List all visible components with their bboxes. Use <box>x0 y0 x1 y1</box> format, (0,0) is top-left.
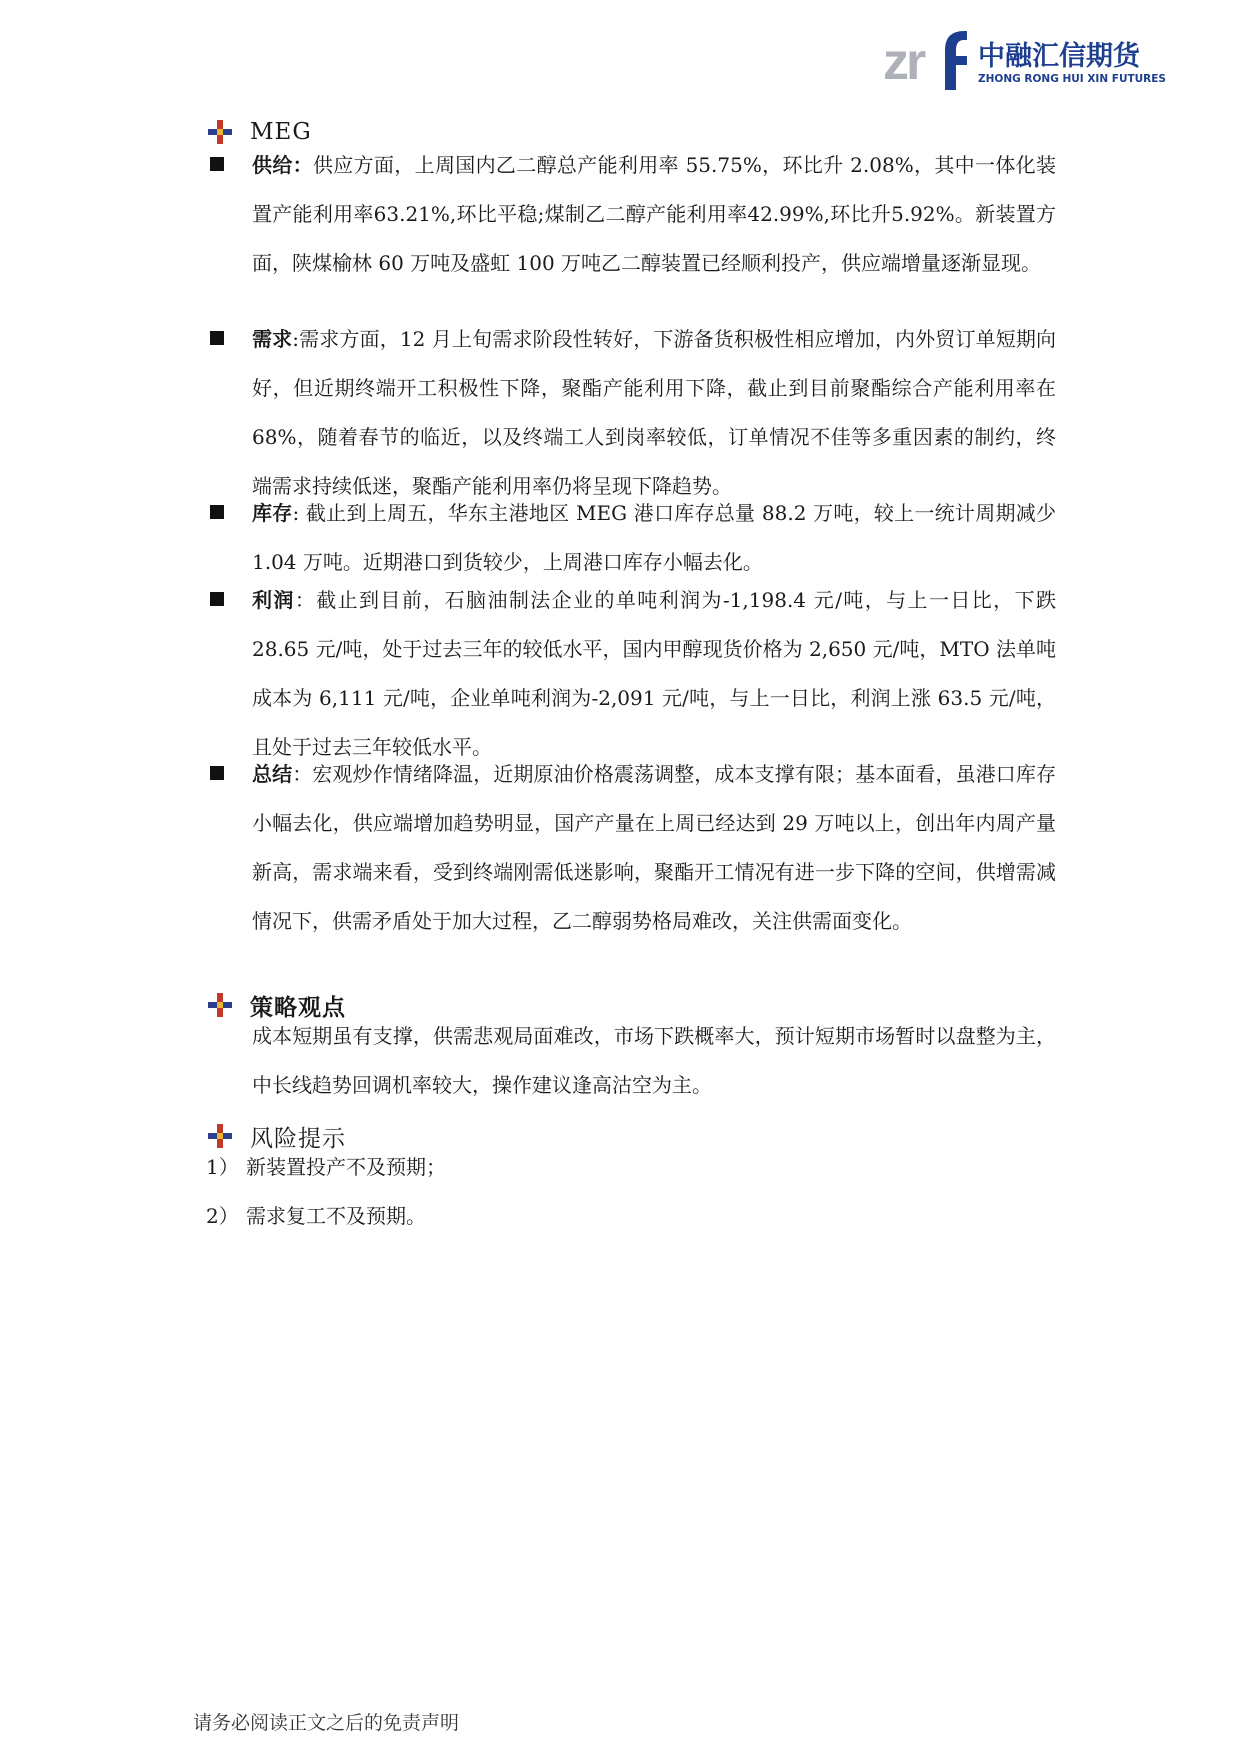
company-logo-icon <box>883 28 1173 98</box>
risk-item-text: 新装置投产不及预期； <box>246 1155 446 1179</box>
square-bullet-icon <box>210 592 224 606</box>
item-label: 库存 <box>252 501 293 525</box>
list-item-profit <box>206 576 1056 772</box>
section-title-meg: MEG <box>250 119 312 145</box>
list-item-inventory <box>206 489 1056 587</box>
item-text: :需求方面，12 月上旬需求阶段性转好，下游备货积极性相应增加，内外贸订单短期向好，但近期终端开工积极性下降，聚酯产能利用下降，截止到目前聚酯综合产能利用率在 68%，随着春节的临近，以及终端工人到岗率较低，订单情况不佳等多重因素的制约，终端需求持续低迷，聚酯产能利用率仍将呈现下降趋势。 <box>252 327 1056 498</box>
company-logo <box>883 28 1173 98</box>
risk-item-number: 2） <box>206 1204 239 1228</box>
section-title-strategy: 策略观点 <box>250 993 346 1021</box>
item-label: 需求 <box>252 327 293 351</box>
bullet-marker-icon <box>206 991 234 1019</box>
svg-text:zr: zr <box>883 33 924 91</box>
list-item-demand <box>206 315 1056 511</box>
risk-item <box>206 1143 446 1192</box>
item-label: 利润 <box>252 588 295 612</box>
logo-cn-name: 中融汇信期货 <box>978 41 1140 72</box>
footer-disclaimer: 请务必阅读正文之后的免责声明 <box>193 1712 460 1734</box>
item-text: ：宏观炒作情绪降温，近期原油价格震荡调整，成本支撑有限；基本面看，虽港口库存小幅去化，供应端增加趋势明显，国产产量在上周已经达到 29 万吨以上，创出年内周产量新高，需求端来看，受到终端刚需低迷影响，聚酯开工情况有进一步下降的空间，供增需减情况下，供需矛盾处于加大过程，乙二醇弱势格局难改，关注供需面变化。 <box>252 762 1057 933</box>
square-bullet-icon <box>210 505 224 519</box>
item-text: ：截止到目前，石脑油制法企业的单吨利润为-1,198.4 元/吨，与上一日比，下跌 28.65 元/吨，处于过去三年的较低水平，国内甲醇现货价格为 2,650 元/吨，MTO 法单吨成本为 6,111 元/吨，企业单吨利润为-2,091 元/吨，与上一日比，利润上涨 63.5 元/吨，且处于过去三年较低水平。 <box>252 588 1056 759</box>
list-item-summary <box>206 750 1056 946</box>
item-text: 供应方面，上周国内乙二醇总产能利用率 55.75%，环比升 2.08%，其中一体化装置产能利用率63.21%,环比平稳;煤制乙二醇产能利用率42.99%,环比升5.92%。新装置方面，陕煤榆林 60 万吨及盛虹 100 万吨乙二醇装置已经顺利投产，供应端增量逐渐显现。 <box>252 153 1056 275</box>
item-text: : 截止到上周五，华东主港地区 MEG 港口库存总量 88.2 万吨，较上一统计周期减少 1.04 万吨。近期港口到货较少，上周港口库存小幅去化。 <box>252 501 1056 574</box>
list-item-supply <box>206 141 1056 288</box>
strategy-text: 成本短期虽有支撑，供需悲观局面难改，市场下跌概率大，预计短期市场暂时以盘整为主，中长线趋势回调机率较大，操作建议逢高沽空为主。 <box>252 1024 1056 1097</box>
risk-item-number: 1） <box>206 1155 239 1179</box>
logo-en-name: ZHONG RONG HUI XIN FUTURES <box>978 73 1166 85</box>
risk-item <box>206 1192 426 1241</box>
item-label: 供给： <box>252 153 313 177</box>
square-bullet-icon <box>210 157 224 171</box>
square-bullet-icon <box>210 331 224 345</box>
section-title-risk: 风险提示 <box>250 1125 346 1152</box>
risk-item-text: 需求复工不及预期。 <box>246 1204 426 1228</box>
square-bullet-icon <box>210 766 224 780</box>
item-label: 总结 <box>252 762 293 786</box>
